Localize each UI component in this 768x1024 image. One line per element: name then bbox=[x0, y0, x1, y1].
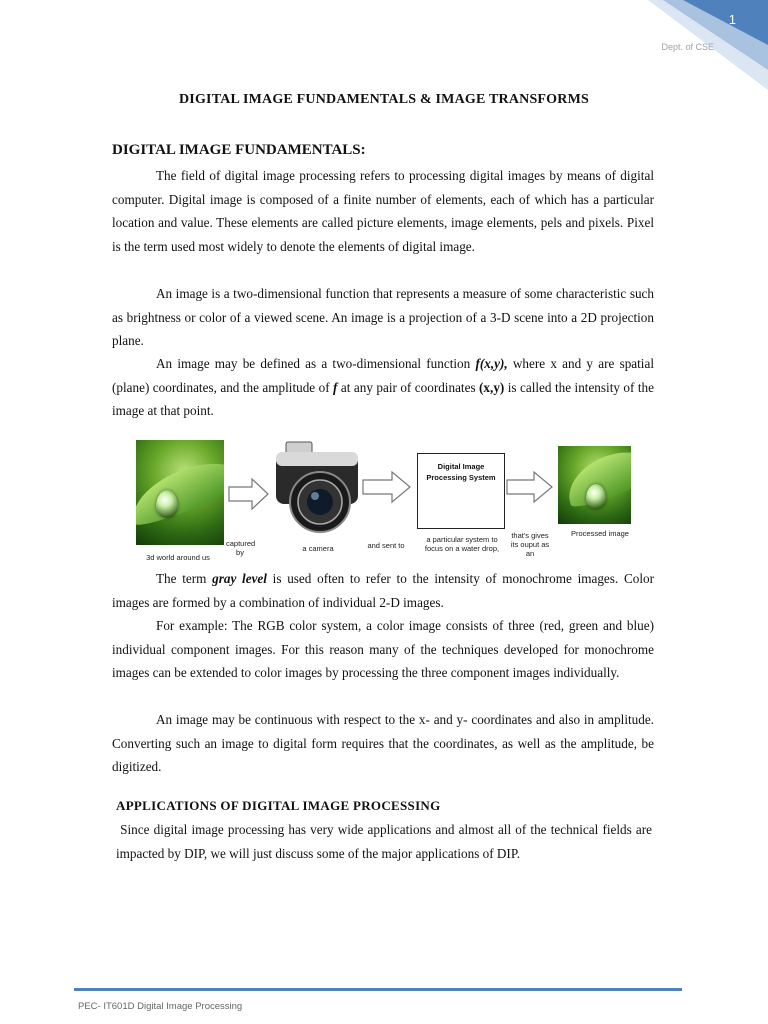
processed-image-photo bbox=[558, 446, 631, 524]
figure-label-captured: captured by bbox=[226, 539, 256, 557]
figure-label-camera: a camera bbox=[302, 544, 334, 553]
paragraph-3-text-d: is called the intensity of the image at that point. bbox=[112, 379, 654, 418]
paragraph-3-text-b: where x and y are spatial (plane) coordinates, and the amplitude of bbox=[112, 356, 654, 395]
gray-level-term: gray level bbox=[212, 571, 267, 586]
dip-system-box: Digital Image Processing System bbox=[417, 453, 505, 529]
page-number: 1 bbox=[728, 12, 736, 27]
paragraph-6 bbox=[112, 708, 654, 779]
footer-course-label: PEC- IT601D Digital Image Processing bbox=[78, 1001, 243, 1012]
dip-pipeline-figure bbox=[128, 432, 638, 566]
amplitude-symbol: f bbox=[333, 379, 338, 395]
paragraph-3 bbox=[112, 352, 654, 423]
paragraph-5 bbox=[112, 614, 654, 685]
figure-label-world: 3d world around us bbox=[146, 553, 210, 562]
arrow-right-icon bbox=[362, 470, 412, 504]
paragraph-3-text-c: at any pair of coordinates bbox=[337, 379, 480, 395]
paragraph-3-text-a: An image may be defined as a two-dimensional function bbox=[156, 356, 476, 371]
function-notation: f(x,y), bbox=[475, 356, 508, 371]
paragraph-2-text: An image is a two-dimensional function that represents a measure of some characteristic such as brightness or color of a viewed scene. An image is a projection of a 3-D scene into a 2D projection plane. bbox=[112, 286, 654, 348]
arrow-right-icon bbox=[228, 477, 270, 511]
department-label: Dept. of CSE bbox=[661, 42, 714, 52]
coordinate-notation: (x,y) bbox=[479, 379, 505, 395]
section-heading-fundamentals: DIGITAL IMAGE FUNDAMENTALS: bbox=[112, 142, 366, 158]
paragraph-5-text: For example: The RGB color system, a color image consists of three (red, green and blue) individual component images. For this reason many of the techniques developed for monochrome images can be extended to color images by processing the three component images individually. bbox=[112, 618, 654, 680]
document-title: DIGITAL IMAGE FUNDAMENTALS & IMAGE TRANSFORMS bbox=[179, 92, 589, 107]
footer-divider bbox=[74, 988, 682, 991]
paragraph-applications bbox=[116, 818, 652, 865]
paragraph-4-text-a: The term bbox=[156, 571, 213, 586]
paragraph-6-text: An image may be continuous with respect to the x- and y- coordinates and also in amplitude. Converting such an image to digital form requires that the coordinates, as well as the amplitude, be digitized. bbox=[112, 712, 654, 774]
paragraph-4-text-b: is used often to refer to the intensity of monochrome images. Color images are formed by a combination of individual 2-D images. bbox=[112, 571, 654, 610]
paragraph-2 bbox=[112, 282, 654, 353]
figure-label-processed: Processed image bbox=[571, 529, 629, 538]
figure-label-gives: that's gives its ouput as an bbox=[510, 531, 550, 558]
paragraph-applications-text: Since digital image processing has very wide applications and almost all of the technical fields are impacted by DIP, we will just discuss some of the major applications of DIP. bbox=[116, 822, 653, 861]
figure-label-sent: and sent to bbox=[367, 541, 405, 550]
figure-label-system: a particular system to focus on a water drop, bbox=[424, 535, 500, 553]
paragraph-1-text: The field of digital image processing refers to processing digital images by means of digital computer. Digital image is composed of a finite number of elements, each of which has a particular location and value. These elements are called picture elements, image elements, pels and pixels. Pixel is the term used most widely to denote the elements of digital image. bbox=[112, 168, 654, 254]
paragraph-1 bbox=[112, 164, 654, 258]
section-heading-applications: APPLICATIONS OF DIGITAL IMAGE PROCESSING bbox=[116, 798, 441, 813]
leaf-water-drop-photo bbox=[136, 440, 224, 545]
camera-icon bbox=[272, 432, 362, 544]
paragraph-4 bbox=[112, 567, 654, 614]
arrow-right-icon bbox=[506, 470, 554, 504]
